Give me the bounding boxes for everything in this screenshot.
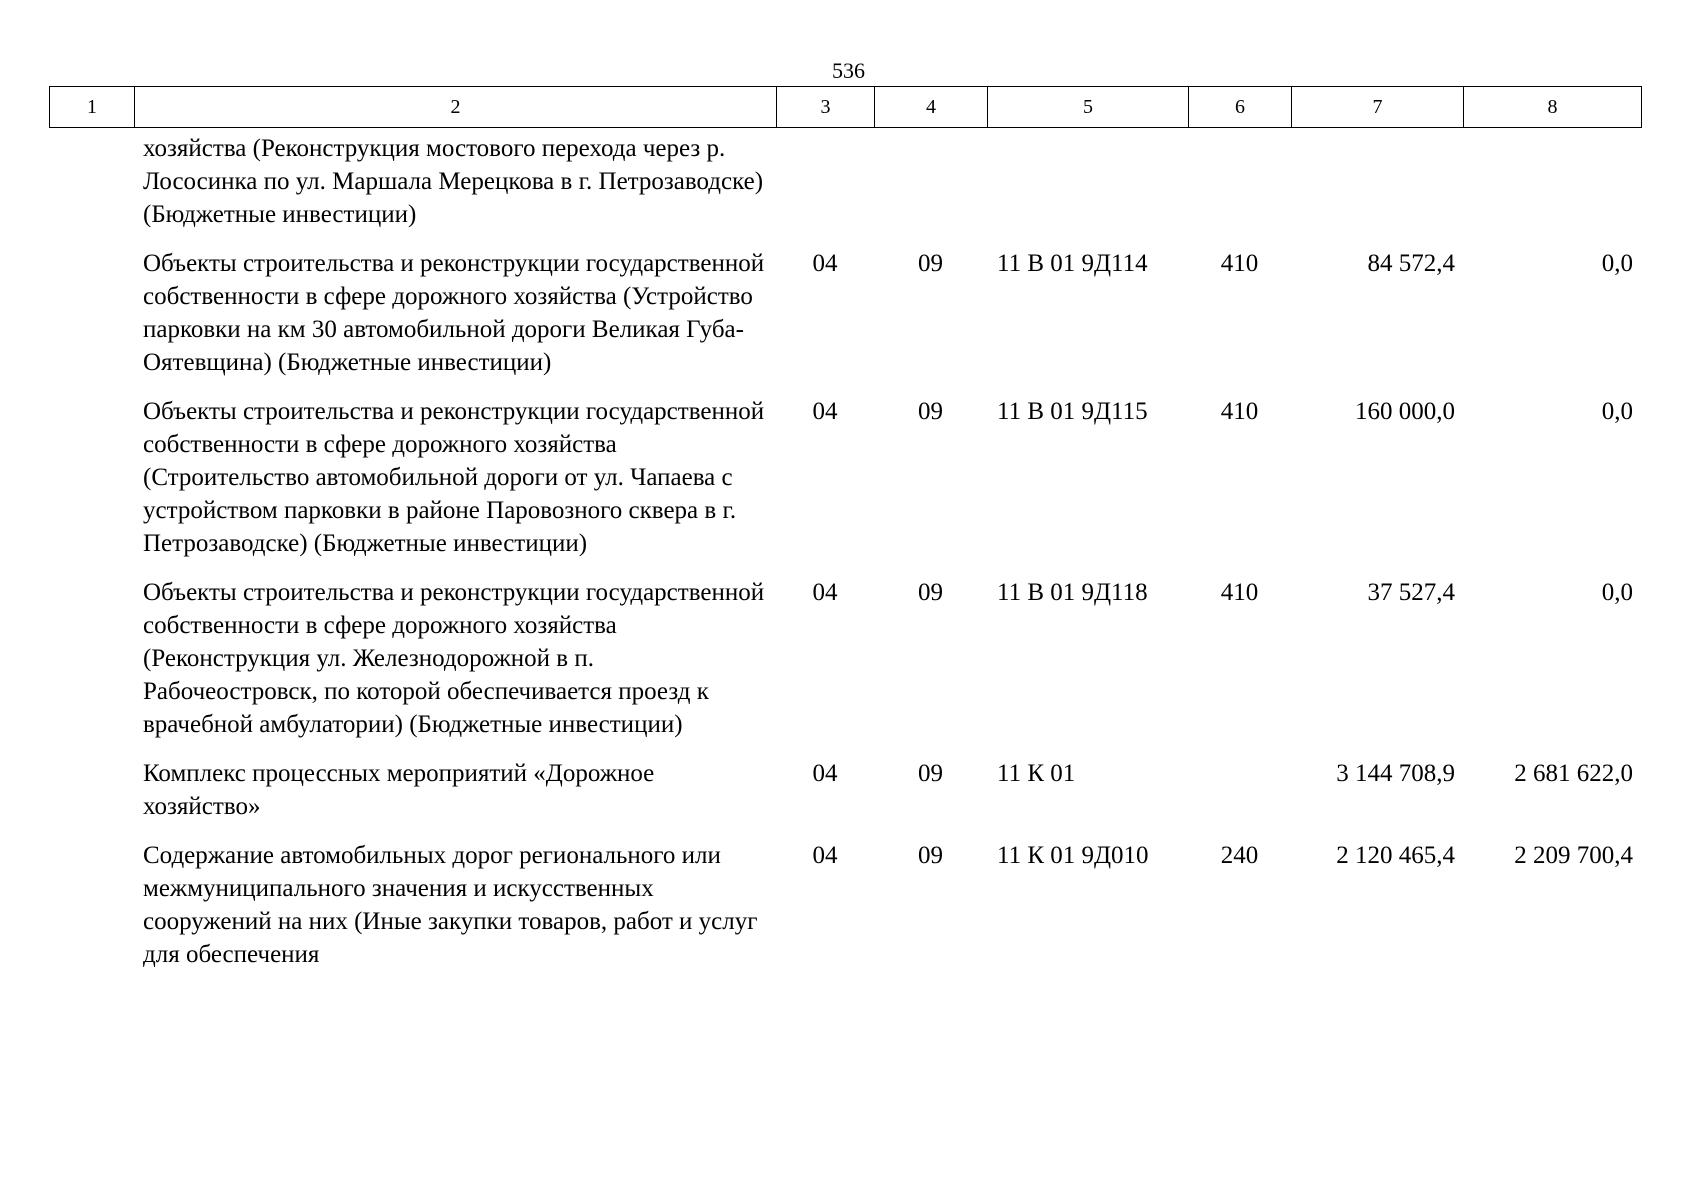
row-amount-2: 2 681 622,0: [1514, 760, 1633, 787]
column-header-2: 2: [135, 87, 777, 128]
row-target-item: 11 В 01 9Д114: [997, 250, 1148, 277]
table-row: [49, 757, 1641, 839]
table-row: [49, 395, 1641, 576]
row-amount-2: [1463, 132, 1641, 247]
row-description: Объекты строительства и реконструкции государственной собственности в сфере дорожного хозяйства (Устройство парковки на км 30 автомобильной дороги Великая Губа-Оятевщина) (Бюджетные инвестиции): [143, 250, 765, 376]
row-expense-type: [1188, 757, 1291, 839]
row-target-item: 11 К 01 9Д010: [997, 842, 1149, 869]
column-header-7: 7: [1292, 87, 1464, 128]
column-header-row: [50, 87, 1642, 128]
row-subsection: 09: [918, 842, 943, 869]
row-section: 04: [812, 760, 838, 787]
row-section: 04: [812, 398, 838, 425]
row-subsection: 09: [918, 398, 943, 425]
table-row: [49, 132, 1641, 247]
row-amount-1: 3 144 708,9: [1336, 760, 1455, 787]
row-subsection: 09: [918, 579, 943, 606]
table-row: [49, 839, 1641, 987]
row-description: Объекты строительства и реконструкции государственной собственности в сфере дорожного хозяйства (Строительство автомобильной дороги от ул. Чапаева с устройством парковки в районе Паровозного сквера в г. Петрозаводске) (Бюджетные инвестиции): [143, 398, 765, 557]
row-target-item: [987, 132, 1188, 247]
row-amount-2: 0,0: [1601, 398, 1633, 425]
row-amount-2: 0,0: [1601, 579, 1633, 606]
row-amount-1: 160 000,0: [1355, 398, 1455, 425]
row-amount-1: [1291, 132, 1463, 247]
row-amount-1: 37 527,4: [1367, 579, 1455, 606]
column-header-3: 3: [777, 87, 875, 128]
row-section: [776, 132, 874, 247]
page-number-text: 536: [832, 58, 865, 83]
column-header-8: 8: [1464, 87, 1642, 128]
row-target-item: 11 К 01: [997, 760, 1076, 787]
row-amount-1: 84 572,4: [1367, 250, 1455, 277]
row-section: 04: [812, 579, 838, 606]
row-target-item: 11 В 01 9Д118: [997, 579, 1148, 606]
row-description: хозяйства (Реконструкция мостового перехода через р. Лососинка по ул. Маршала Мерецкова в г. Петрозаводске) (Бюджетные инвестиции): [143, 135, 764, 228]
row-section: 04: [812, 250, 838, 277]
column-header-6: 6: [1189, 87, 1292, 128]
column-header-5: 5: [988, 87, 1189, 128]
column-header-1: 1: [50, 87, 135, 128]
column-header-table: [49, 86, 1642, 128]
row-subsection: [874, 132, 987, 247]
row-expense-type: 240: [1220, 842, 1259, 869]
row-amount-2: 2 209 700,4: [1514, 842, 1633, 869]
row-target-item: 11 В 01 9Д115: [997, 398, 1148, 425]
row-amount-1: 2 120 465,4: [1336, 842, 1455, 869]
row-description: Объекты строительства и реконструкции государственной собственности в сфере дорожного хозяйства (Реконструкция ул. Железнодорожной в п. Рабочеостровск, по которой обеспечивается проезд к врачебной амбулатории) (Бюджетные инвестиции): [143, 579, 765, 738]
column-header-4: 4: [875, 87, 988, 128]
row-expense-type: [1188, 132, 1291, 247]
row-expense-type: 410: [1220, 398, 1259, 425]
row-description: Содержание автомобильных дорог регионального или межмуниципального значения и искусственных сооружений на них (Иные закупки товаров, работ и услуг для обеспечения: [143, 842, 758, 968]
row-expense-type: 410: [1220, 579, 1259, 606]
row-section: 04: [812, 842, 838, 869]
row-description: Комплекс процессных мероприятий «Дорожное хозяйство»: [143, 760, 655, 820]
row-amount-2: 0,0: [1601, 250, 1633, 277]
budget-table: [49, 132, 1641, 987]
table-row: [49, 247, 1641, 395]
table-row: [49, 576, 1641, 757]
row-expense-type: 410: [1220, 250, 1259, 277]
row-subsection: 09: [918, 250, 943, 277]
row-subsection: 09: [918, 760, 943, 787]
